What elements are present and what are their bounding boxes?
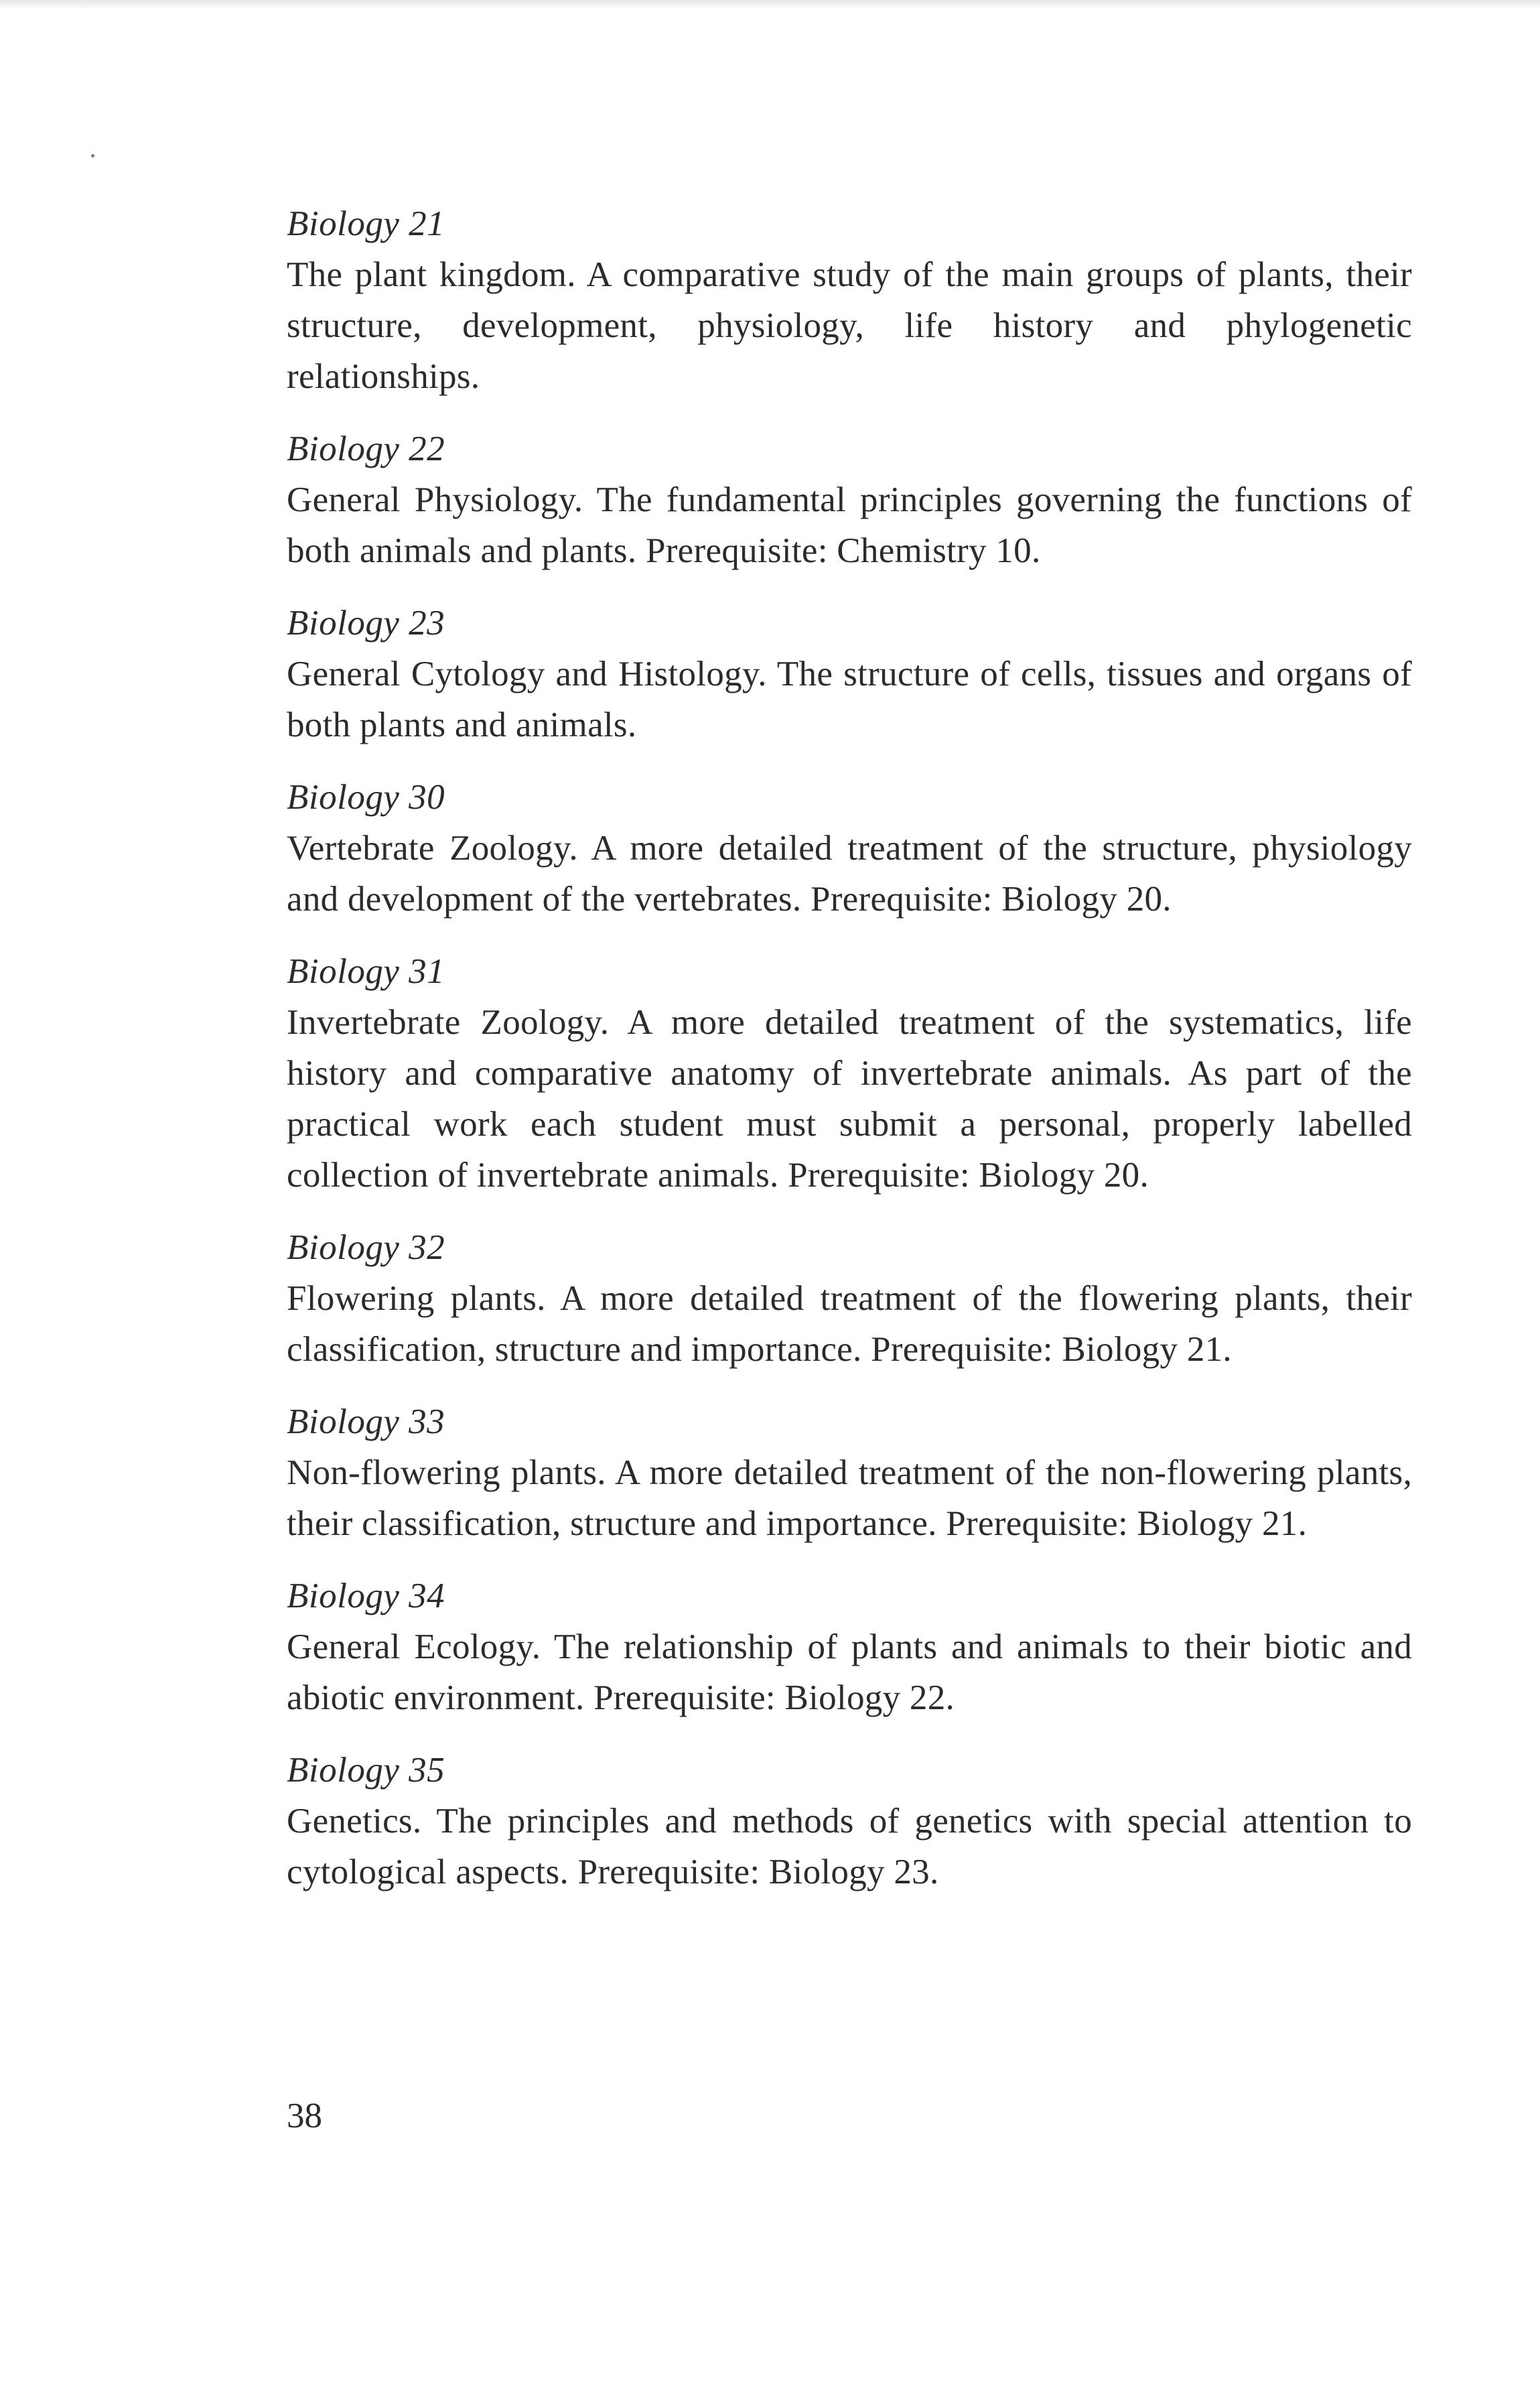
course-title: Biology 33 <box>287 1402 445 1441</box>
course-title: Biology 31 <box>287 952 445 991</box>
course-entry <box>287 1222 1412 1375</box>
course-title: Biology 22 <box>287 429 445 468</box>
course-list <box>287 198 1412 1919</box>
course-entry <box>287 946 1412 1201</box>
course-description: General Cytology and Histology. The structure of cells, tissues and organs of both plants and animals. <box>287 655 1412 744</box>
course-description: General Ecology. The relationship of plants and animals to their biotic and abiotic environment. Prerequisite: Biology 22. <box>287 1627 1412 1717</box>
course-title: Biology 35 <box>287 1751 445 1790</box>
course-title: Biology 30 <box>287 778 445 817</box>
course-title: Biology 32 <box>287 1228 445 1267</box>
course-entry <box>287 198 1412 402</box>
course-entry <box>287 598 1412 750</box>
course-title: Biology 34 <box>287 1577 445 1615</box>
course-entry <box>287 423 1412 576</box>
course-title: Biology 23 <box>287 604 445 643</box>
course-description: Flowering plants. A more detailed treatment of the flowering plants, their classification, structure and importance. Prerequisite: Biology 21. <box>287 1279 1412 1369</box>
page-speck <box>91 154 94 157</box>
course-description: Genetics. The principles and methods of genetics with special attention to cytological aspects. Prerequisite: Biology 23. <box>287 1802 1412 1891</box>
course-entry <box>287 1396 1412 1549</box>
course-entry <box>287 1570 1412 1723</box>
course-title: Biology 21 <box>287 204 445 243</box>
course-entry <box>287 1745 1412 1897</box>
course-entry <box>287 772 1412 925</box>
course-description: Vertebrate Zoology. A more detailed treatment of the structure, physiology and development of the vertebrates. Prerequisite: Biology 20. <box>287 829 1412 919</box>
course-description: The plant kingdom. A comparative study of the main groups of plants, their structure, development, physiology, life history and phylogenetic relationships. <box>287 255 1412 396</box>
page-number: 38 <box>287 2096 322 2135</box>
page-top-edge <box>0 0 1540 9</box>
course-description: Invertebrate Zoology. A more detailed treatment of the systematics, life history and comparative anatomy of invertebrate animals. As part of the practical work each student must submit a personal, properly labelled collection of invertebrate animals. Prerequisite: Biology 20. <box>287 1003 1412 1195</box>
course-description: General Physiology. The fundamental principles governing the functions of both animals and plants. Prerequisite: Chemistry 10. <box>287 480 1412 570</box>
course-description: Non-flowering plants. A more detailed treatment of the non-flowering plants, their classification, structure and importance. Prerequisite: Biology 21. <box>287 1453 1412 1543</box>
